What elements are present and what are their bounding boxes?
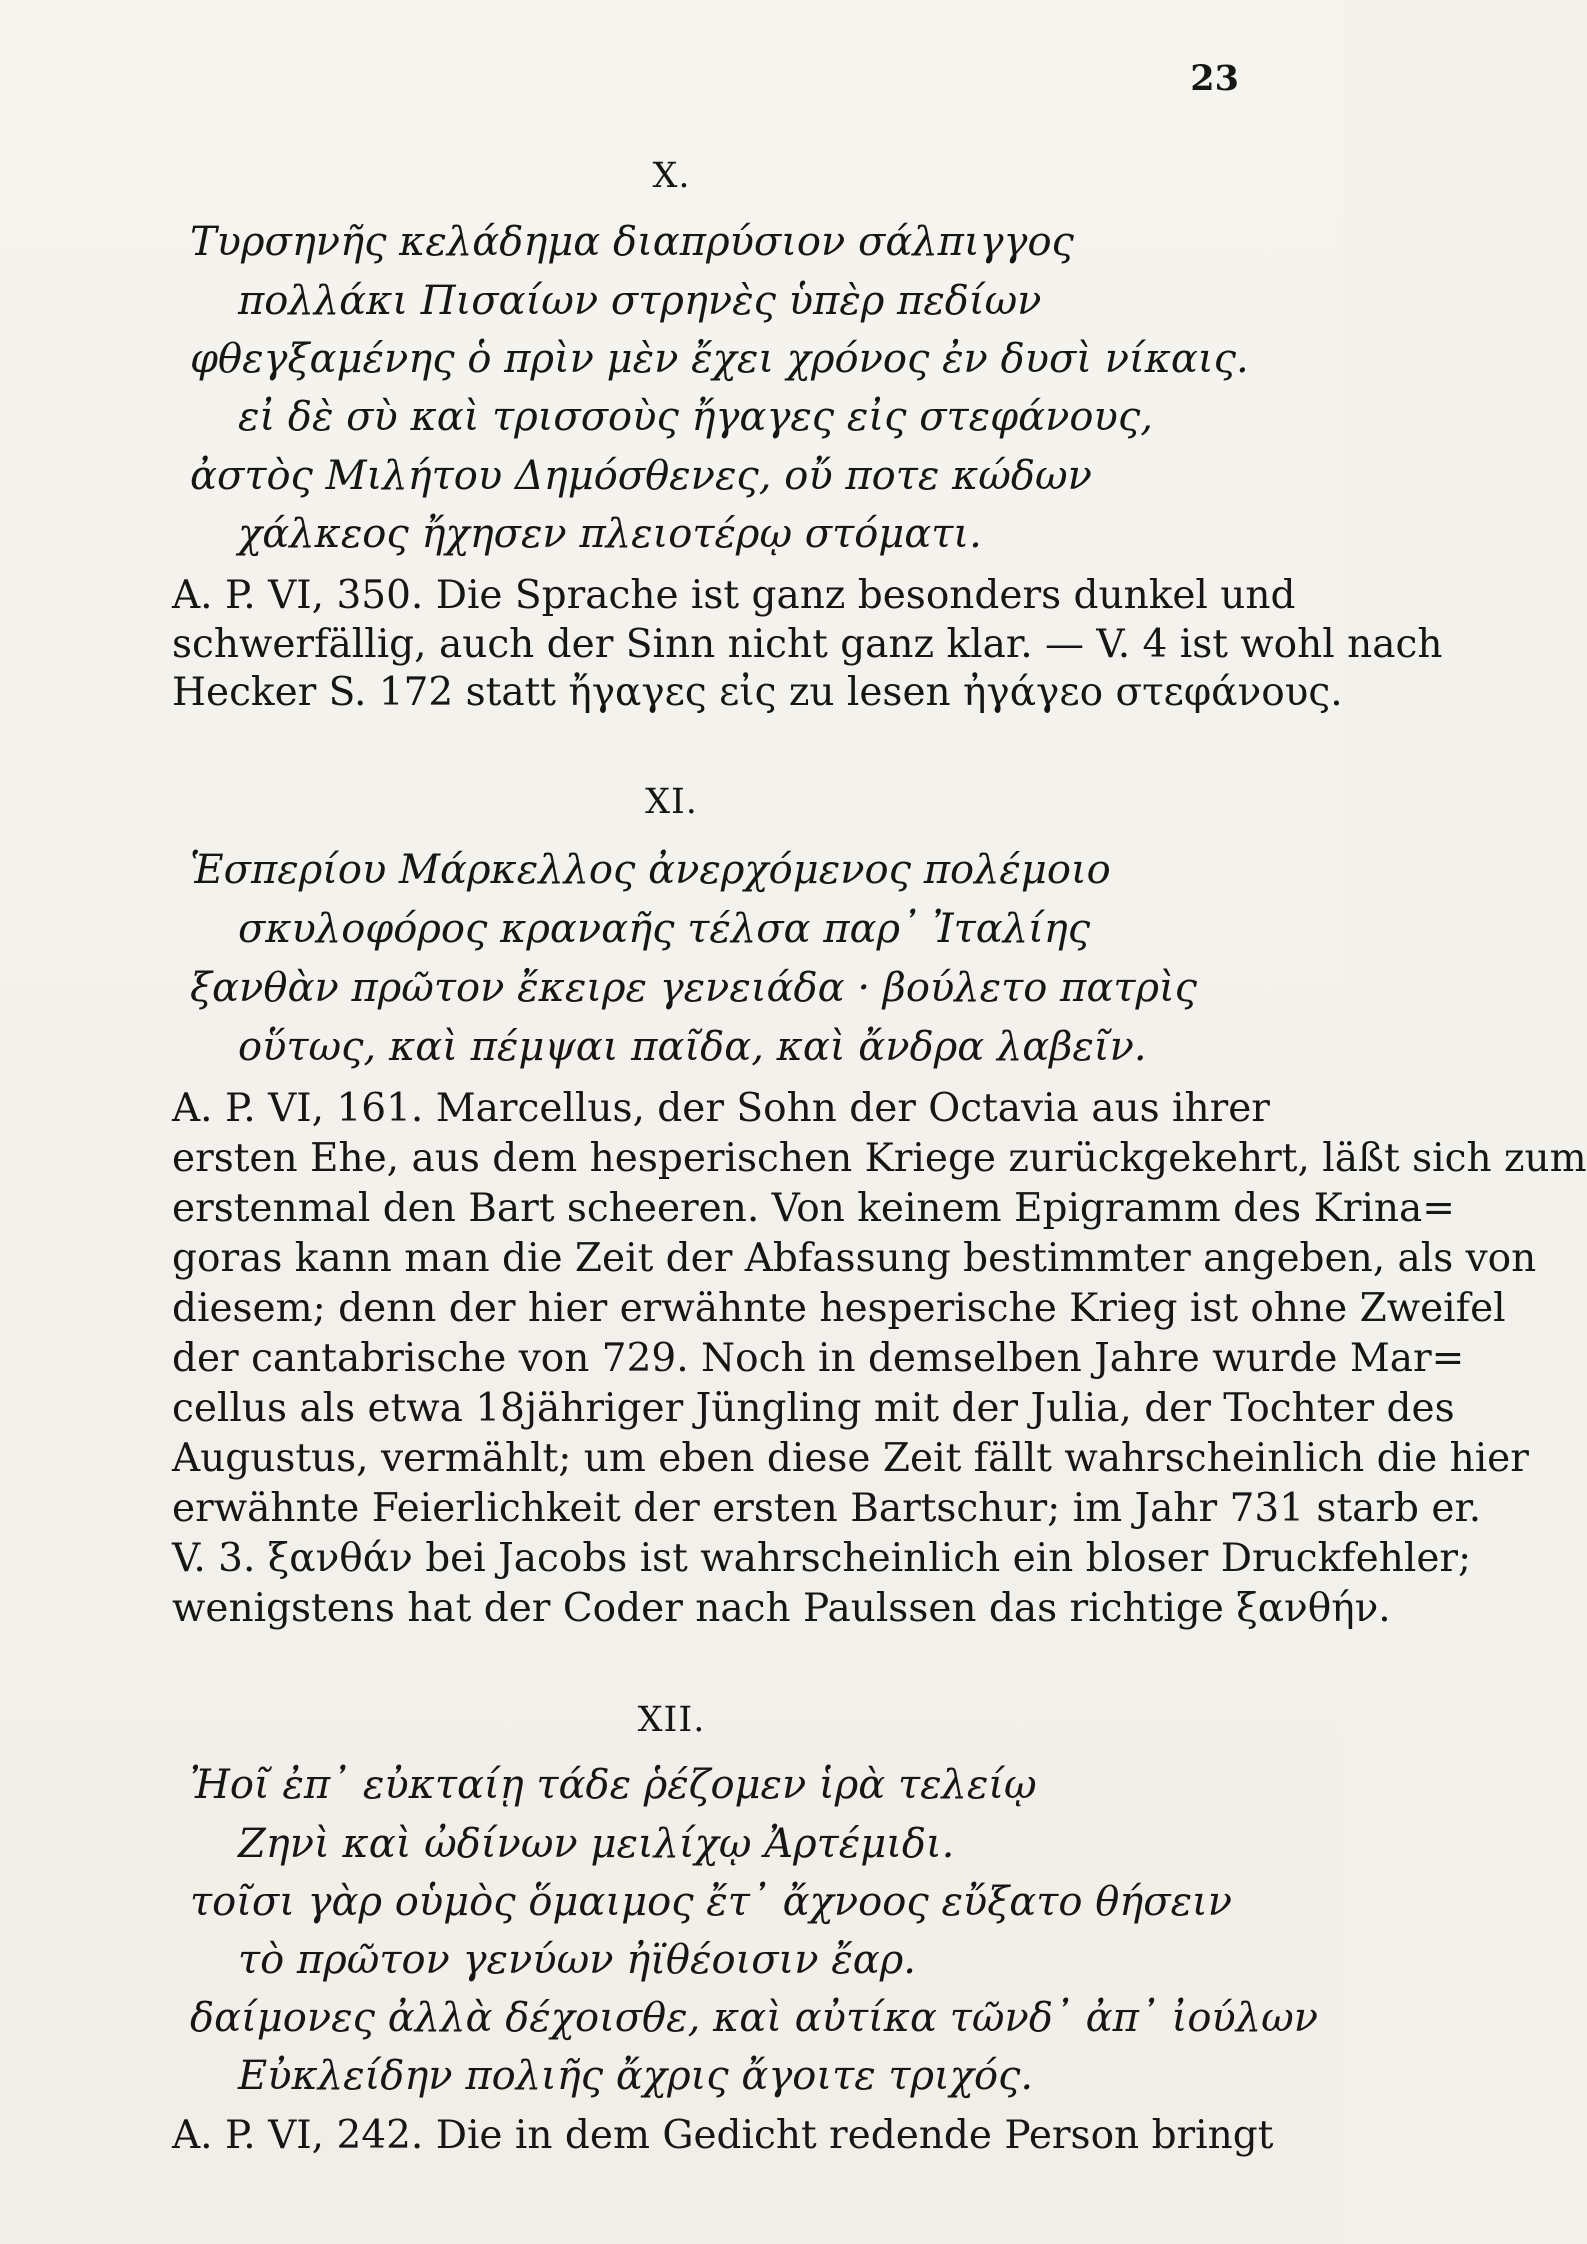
poem-x-line-3: φθεγξαμένης ὁ πρὶν μὲν ἔχει χρόνος ἐν δυσὶ νίκαις.	[190, 336, 1249, 382]
commentary-xi-line-4: goras kann man die Zeit der Abfassung bestimmter angeben, als von	[172, 1236, 1537, 1281]
poem-xii-line-4: τὸ πρῶτον γενύων ἠϊθέοισιν ἔαρ.	[238, 1937, 916, 1983]
commentary-x-line-2: schwerfällig, auch der Sinn nicht ganz klar. — V. 4 ist wohl nach	[172, 622, 1443, 667]
commentary-xi-line-10: V. 3. ξανθάν bei Jacobs ist wahrscheinlich ein bloser Druckfehler;	[172, 1536, 1472, 1581]
commentary-xi-line-11: wenigstens hat der Coder nach Paulssen das richtige ξανθήν.	[172, 1586, 1391, 1631]
poem-x-line-2: πολλάκι Πισαίων στρηνὲς ὑπὲρ πεδίων	[238, 278, 1042, 324]
commentary-xi-line-2: ersten Ehe, aus dem hesperischen Kriege zurückgekehrt, läßt sich zum	[172, 1136, 1587, 1181]
section-heading-xi: XI.	[645, 782, 698, 822]
poem-xii-line-2: Ζηνὶ καὶ ὠδίνων μειλίχῳ Ἀρτέμιδι.	[238, 1821, 955, 1867]
commentary-xi-line-8: Augustus, vermählt; um eben diese Zeit fällt wahrscheinlich die hier	[172, 1436, 1529, 1481]
poem-x-line-4: εἰ δὲ σὺ καὶ τρισσοὺς ἤγαγες εἰς στεφάνους,	[238, 394, 1153, 440]
poem-xii-line-1: Ἠοῖ ἐπ᾽ εὐκταίῃ τάδε ῥέζομεν ἱρὰ τελείῳ	[190, 1762, 1037, 1808]
commentary-xi-line-7: cellus als etwa 18jähriger Jüngling mit der Julia, der Tochter des	[172, 1386, 1455, 1431]
poem-xi-line-4: οὕτως, καὶ πέμψαι παῖδα, καὶ ἄνδρα λαβεῖν.	[238, 1024, 1147, 1070]
poem-xii-line-3: τοῖσι γὰρ οὑμὸς ὅμαιμος ἔτ᾽ ἄχνοος εὔξατο θήσειν	[190, 1879, 1233, 1925]
commentary-x-line-3: Hecker S. 172 statt ἤγαγες εἰς zu lesen ἠγάγεο στεφάνους.	[172, 670, 1343, 715]
commentary-xii-line-1: A. P. VI, 242. Die in dem Gedicht redende Person bringt	[172, 2113, 1274, 2158]
section-heading-xii: XII.	[637, 1700, 706, 1740]
commentary-x-line-1: A. P. VI, 350. Die Sprache ist ganz besonders dunkel und	[172, 573, 1296, 618]
commentary-xi-line-3: erstenmal den Bart scheeren. Von keinem Epigramm des Krina=	[172, 1186, 1455, 1231]
poem-xii-line-5: δαίμονες ἀλλὰ δέχοισθε, καὶ αὐτίκα τῶνδ᾽ ἀπ᾽ ἰούλων	[190, 1995, 1319, 2041]
poem-x-line-5: ἀστὸς Μιλήτου Δημόσθενες, οὔ ποτε κώδων	[190, 453, 1092, 499]
page-number: 23	[1190, 58, 1239, 99]
commentary-xi-line-1: A. P. VI, 161. Marcellus, der Sohn der Octavia aus ihrer	[172, 1086, 1270, 1131]
poem-xi-line-3: ξανθὰν πρῶτον ἔκειρε γενειάδα · βούλετο πατρὶς	[190, 965, 1198, 1011]
section-heading-x: X.	[652, 156, 691, 196]
poem-xii-line-6: Εὐκλείδην πολιῆς ἄχρις ἄγοιτε τριχός.	[238, 2053, 1034, 2099]
poem-x-line-1: Τυρσηνῆς κελάδημα διαπρύσιον σάλπιγγος	[190, 219, 1074, 265]
commentary-xi-line-9: erwähnte Feierlichkeit der ersten Bartschur; im Jahr 731 starb er.	[172, 1486, 1482, 1531]
commentary-xi-line-6: der cantabrische von 729. Noch in demselben Jahre wurde Mar=	[172, 1336, 1465, 1381]
commentary-xi-line-5: diesem; denn der hier erwähnte hesperische Krieg ist ohne Zweifel	[172, 1286, 1506, 1331]
poem-xi-line-2: σκυλοφόρος κραναῆς τέλσα παρ᾽ Ἰταλίης	[238, 906, 1091, 952]
poem-xi-line-1: Ἑσπερίου Μάρκελλος ἀνερχόμενος πολέμοιο	[190, 847, 1111, 893]
poem-x-line-6: χάλκεος ἤχησεν πλειοτέρῳ στόματι.	[238, 511, 982, 557]
